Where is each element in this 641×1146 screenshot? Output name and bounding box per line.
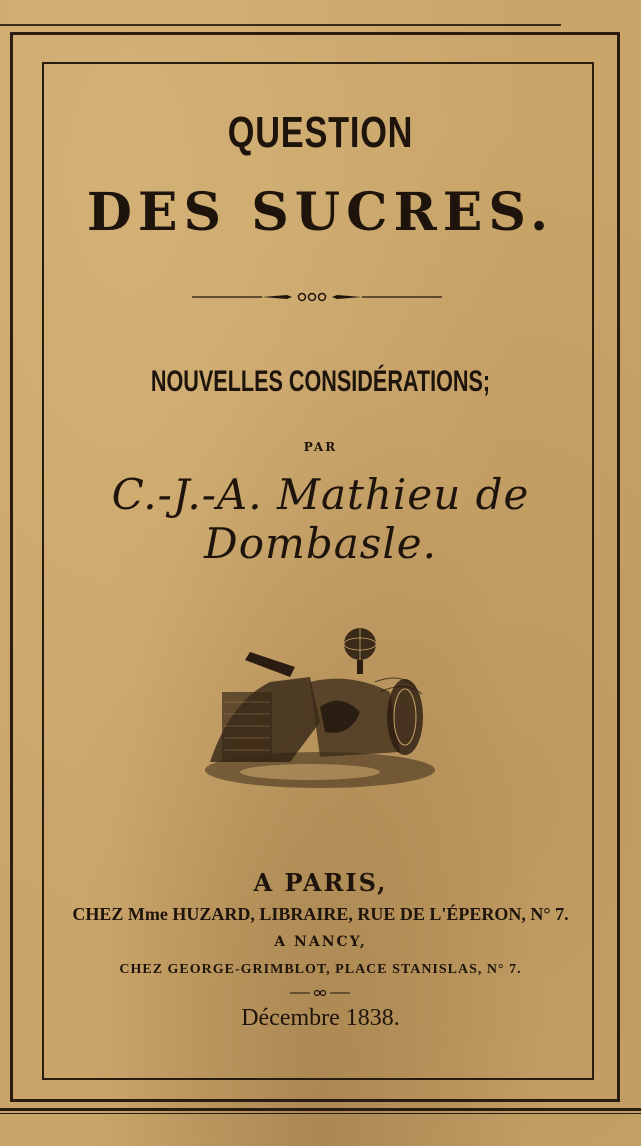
title-des-sucres: DES SUCRES.	[86, 182, 555, 243]
ornamental-rule	[192, 292, 442, 302]
small-ornament-rule	[290, 989, 350, 997]
city-nancy: A NANCY,	[274, 934, 367, 950]
author-name: C.-J.-A. Mathieu de Dombasle.	[111, 470, 530, 568]
par-label: PAR	[303, 440, 338, 454]
bottom-border-rule-thin	[0, 1113, 641, 1114]
city-paris: A PARIS,	[253, 868, 388, 897]
bottom-border-rule	[0, 1108, 641, 1111]
publication-date: Décembre 1838.	[241, 1005, 400, 1031]
publisher-address-paris: CHEZ Mme HUZARD, LIBRAIRE, RUE DE L'ÉPERON, N° 7.	[72, 904, 569, 924]
agriculture-vignette-illustration	[200, 622, 440, 792]
publisher-address-nancy: CHEZ GEORGE-GRIMBLOT, PLACE STANISLAS, N° 7.	[119, 962, 522, 977]
title-question: QUESTION	[227, 108, 414, 157]
top-border-rule	[0, 24, 561, 26]
subtitle: NOUVELLES CONSIDÉRATIONS;	[150, 365, 491, 398]
